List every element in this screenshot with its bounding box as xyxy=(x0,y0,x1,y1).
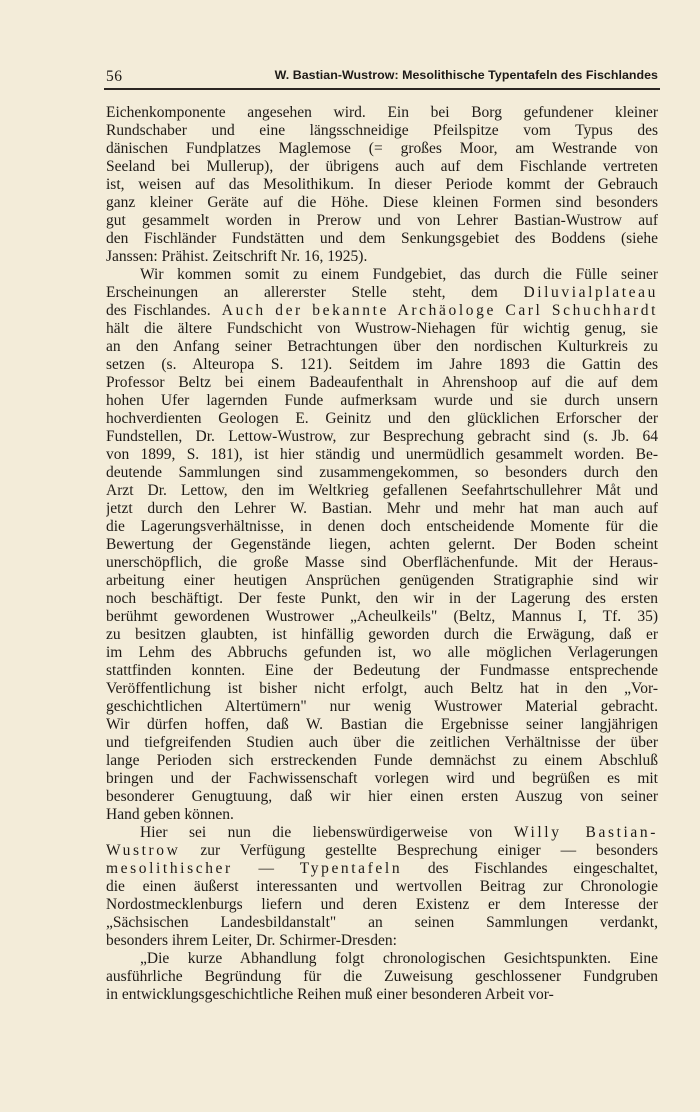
paragraph xyxy=(106,950,658,1004)
line-text: geschichtlichen Altertümern" nur wenig Wustrower Material gebracht. xyxy=(106,698,658,715)
text-line xyxy=(106,104,658,122)
line-text: des Fischlandes eingeschaltet, xyxy=(402,860,658,877)
text-line xyxy=(106,338,658,356)
text-line xyxy=(106,590,658,608)
page-header xyxy=(104,62,660,90)
spaced-emphasis: Diluvialplateau xyxy=(523,284,658,301)
text-line xyxy=(106,788,658,806)
line-text: an den Anfang seiner Betrachtungen über den nordischen Kulturkreis zu xyxy=(106,338,658,355)
line-text: unerschöpflich, die große Masse sind Oberflächenfunde. Mit der Heraus- xyxy=(106,554,658,571)
line-text: zu besitzen glaubten, ist hinfällig geworden durch die Erwägung, daß er xyxy=(106,626,658,643)
line-text: Hier sei nun die liebenswürdigerweise von xyxy=(140,824,514,841)
paragraph xyxy=(106,104,658,266)
text-line xyxy=(106,518,658,536)
text-line xyxy=(106,248,658,266)
line-text: Wir dürfen hoffen, daß W. Bastian die Ergebnisse seiner langjährigen xyxy=(106,716,658,733)
text-line xyxy=(106,860,658,878)
line-text: noch beschäftigt. Der feste Punkt, den wir in der Lagerung des ersten xyxy=(106,590,658,607)
line-text: Seeland bei Mullerup), der übrigens auch auf dem Fischlande vertreten xyxy=(106,158,658,175)
line-text: zur Verfügung gestellte Besprechung einiger — besonders xyxy=(180,842,658,859)
line-text: des Fischlandes xyxy=(106,302,207,319)
text-line xyxy=(106,932,658,950)
spaced-emphasis: . Auch der bekannte Archäologe Carl Schuchhardt xyxy=(206,302,658,319)
line-text: ausführliche Begründung für die Zuweisung geschlossener Fundgruben xyxy=(106,968,658,985)
line-text: deutende Sammlungen sind zusammengekommen, so besonders durch den xyxy=(106,464,658,481)
text-line xyxy=(106,410,658,428)
text-line xyxy=(106,626,658,644)
spaced-emphasis: mesolithischer xyxy=(106,860,233,877)
line-text: Fundstellen, Dr. Lettow-Wustrow, zur Besprechung gebracht sind (s. Jb. 64 xyxy=(106,428,658,445)
text-line xyxy=(106,194,658,212)
text-line xyxy=(106,140,658,158)
line-text: hält die ältere Fundschicht von Wustrow-Niehagen für wichtig genug, sie xyxy=(106,320,658,337)
line-text: in entwicklungsgeschichtliche Reihen muß einer besonderen Arbeit vor- xyxy=(106,986,554,1003)
line-text: „Sächsischen Landesbildanstalt" an seinen Sammlungen verdankt, xyxy=(106,914,658,931)
text-line xyxy=(106,158,658,176)
line-text: Professor Beltz bei einem Badeaufenthalt in Ahrenshoop auf die auf dem xyxy=(106,374,658,391)
text-line xyxy=(106,482,658,500)
line-text: stattfinden konnten. Eine der Bedeutung der Fundmasse entsprechende xyxy=(106,662,658,679)
line-text: Erscheinungen an allererster Stelle steht, dem xyxy=(106,284,524,301)
text-line xyxy=(106,806,658,824)
line-text: ist, weisen auf das Mesolithikum. In dieser Periode kommt der Gebrauch xyxy=(106,176,658,193)
text-line xyxy=(106,662,658,680)
line-text: hohen Ufer lagernden Funde aufmerksam wurde und sie durch unsern xyxy=(106,392,658,409)
line-text: Eichenkomponente angesehen wird. Ein bei Borg gefundener kleiner xyxy=(106,104,658,121)
line-text: und tiefgreifenden Studien auch über die zeitlichen Verhältnisse der über xyxy=(106,734,658,751)
text-line xyxy=(106,356,658,374)
line-text: im Lehm des Abbruchs gefunden ist, wo alle möglichen Verlagerungen xyxy=(106,644,658,661)
line-text: besonderer Genugtuung, daß wir hier einen ersten Auszug von seiner xyxy=(106,788,658,805)
text-line xyxy=(106,176,658,194)
text-line xyxy=(106,896,658,914)
text-line xyxy=(106,428,658,446)
text-line xyxy=(106,608,658,626)
text-line xyxy=(106,554,658,572)
line-text: setzen (s. Alteuropa S. 121). Seitdem im Jahre 1893 die Gattin des xyxy=(106,356,658,373)
line-text: arbeitung einer heutigen Ansprüchen genügenden Stratigraphie sind wir xyxy=(106,572,658,589)
text-line xyxy=(106,914,658,932)
paragraph xyxy=(106,266,658,824)
line-text: Veröffentlichung ist bisher nicht erfolgt, auch Beltz hat in den „Vor- xyxy=(106,680,658,697)
text-line xyxy=(106,572,658,590)
text-line xyxy=(106,122,658,140)
line-text: den Fischländer Fundstätten und dem Senkungsgebiet des Boddens (siehe xyxy=(106,230,658,247)
text-line xyxy=(106,392,658,410)
text-line xyxy=(106,824,658,842)
line-text: — xyxy=(232,860,300,877)
spaced-emphasis: Willy Bastian- xyxy=(513,824,658,841)
body-text xyxy=(106,104,658,1004)
line-text: die einen äußerst interessanten und wertvollen Beitrag zur Chronologie xyxy=(106,878,658,895)
text-line xyxy=(106,716,658,734)
line-text: Rundschaber und eine längsschneidige Pfeilspitze vom Typus des xyxy=(106,122,658,139)
text-line xyxy=(106,446,658,464)
text-line xyxy=(106,770,658,788)
line-text: Nordostmecklenburgs liefern und deren Existenz er dem Interesse der xyxy=(106,896,658,913)
text-line xyxy=(106,968,658,986)
text-line xyxy=(106,752,658,770)
line-text: Arzt Dr. Lettow, den im Weltkrieg gefallenen Seefahrtschullehrer Måt und xyxy=(106,482,658,499)
spaced-emphasis: Wustrow xyxy=(106,842,181,859)
text-line xyxy=(106,500,658,518)
running-title: W. Bastian-Wustrow: Mesolithische Typentafeln des Fischlandes xyxy=(274,68,658,82)
line-text: besonders ihrem Leiter, Dr. Schirmer-Dresden: xyxy=(106,932,397,949)
line-text: dänischen Fundplatzes Maglemose (= großes Moor, am Westrande von xyxy=(106,140,658,157)
line-text: Wir kommen somit zu einem Fundgebiet, das durch die Fülle seiner xyxy=(140,266,658,283)
text-line xyxy=(106,230,658,248)
text-line xyxy=(106,464,658,482)
text-line xyxy=(106,842,658,860)
text-line xyxy=(106,734,658,752)
line-text: „Die kurze Abhandlung folgt chronologischen Gesichtspunkten. Eine xyxy=(140,950,658,967)
line-text: berühmt gewordenen Wustrower „Acheulkeils" (Beltz, Mannus I, Tf. 35) xyxy=(106,608,658,625)
line-text: bringen und der Fachwissenschaft vorlegen wird und begrüßen es mit xyxy=(106,770,658,787)
text-line xyxy=(106,986,658,1004)
text-line xyxy=(106,950,658,968)
line-text: hochverdienten Geologen E. Geinitz und den glücklichen Erforscher der xyxy=(106,410,658,427)
line-text: Bewertung der Gegenstände liegen, achten gelernt. Der Boden scheint xyxy=(106,536,658,553)
text-line xyxy=(106,284,658,302)
line-text: Janssen: Prähist. Zeitschrift Nr. 16, 1925). xyxy=(106,248,368,265)
text-line xyxy=(106,212,658,230)
text-line xyxy=(106,266,658,284)
text-line xyxy=(106,302,658,320)
text-line xyxy=(106,374,658,392)
line-text: von 1899, S. 181), ist hier ständig und unermüdlich gesammelt worden. Be- xyxy=(106,446,658,463)
line-text: die Lagerungsverhältnisse, in denen doch entscheidende Momente für die xyxy=(106,518,658,535)
text-line xyxy=(106,878,658,896)
text-line xyxy=(106,536,658,554)
text-line xyxy=(106,320,658,338)
line-text: ganz kleiner Geräte auf die Höhe. Diese kleinen Formen sind besonders xyxy=(106,194,658,211)
line-text: Hand geben können. xyxy=(106,806,234,823)
text-line xyxy=(106,680,658,698)
page-number: 56 xyxy=(106,68,123,85)
line-text: gut gesammelt worden in Prerow und von Lehrer Bastian-Wustrow auf xyxy=(106,212,658,229)
spaced-emphasis: Typentafeln xyxy=(299,860,403,877)
line-text: jetzt durch den Lehrer W. Bastian. Mehr und mehr hat man auch auf xyxy=(106,500,658,517)
text-line xyxy=(106,644,658,662)
paragraph xyxy=(106,824,658,950)
line-text: lange Perioden sich erstreckenden Funde demnächst zu einem Abschluß xyxy=(106,752,658,769)
text-line xyxy=(106,698,658,716)
